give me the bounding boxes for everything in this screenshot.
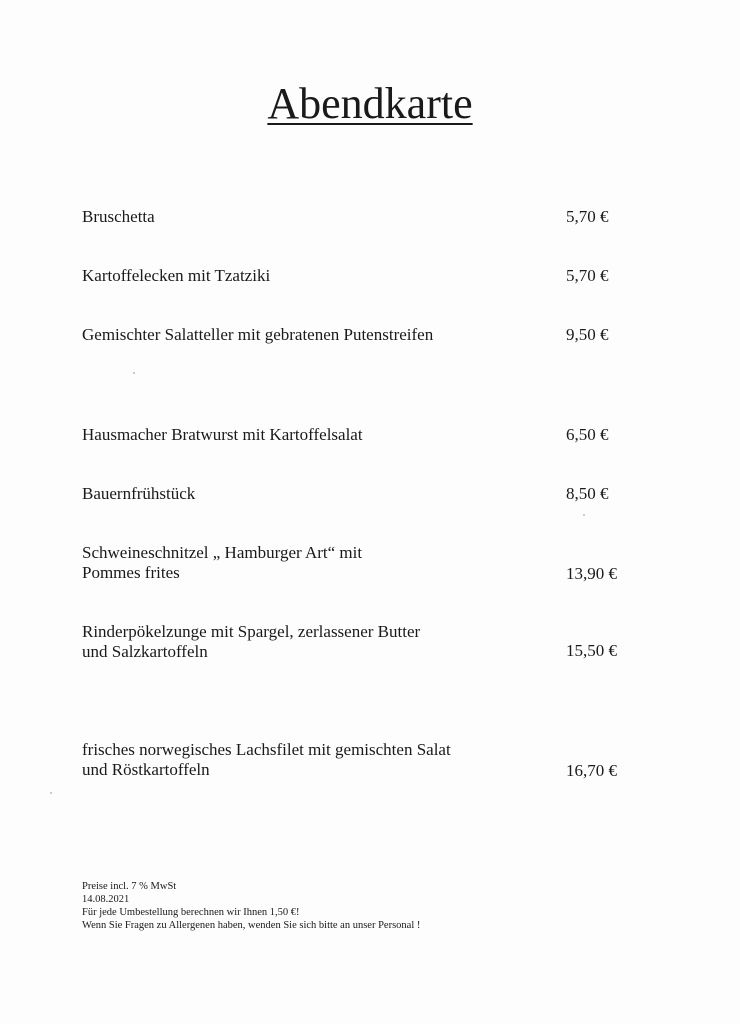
menu-item-price: 5,70 € bbox=[566, 266, 609, 285]
footer-notes bbox=[82, 880, 642, 932]
menu-item-price: 5,70 € bbox=[566, 207, 609, 226]
menu-item-name: Gemischter Salatteller mit gebratenen Putenstreifen bbox=[82, 325, 434, 344]
footer-allergen-note: Wenn Sie Fragen zu Allergenen haben, wenden Sie sich bitte an unser Personal ! bbox=[82, 920, 421, 931]
menu-item-name: Schweineschnitzel „ Hamburger Art“ mit Pommes frites bbox=[82, 543, 363, 582]
menu-item-name: frisches norwegisches Lachsfilet mit gemischten Salat und Röstkartoffeln bbox=[82, 740, 451, 779]
menu-item-name: Hausmacher Bratwurst mit Kartoffelsalat bbox=[82, 425, 363, 444]
page-title-text: Abendkarte bbox=[267, 79, 473, 128]
scan-speck bbox=[583, 514, 585, 516]
footer-vat-note: Preise incl. 7 % MwSt bbox=[82, 881, 177, 892]
menu-item-name: Bruschetta bbox=[82, 207, 155, 226]
page-title bbox=[0, 78, 740, 130]
menu-item-name: Kartoffelecken mit Tzatziki bbox=[82, 266, 271, 285]
footer-rebooking-note: Für jede Umbestellung berechnen wir Ihnen 1,50 €! bbox=[82, 907, 300, 918]
scan-speck bbox=[50, 792, 52, 794]
menu-item-price: 13,90 € bbox=[566, 564, 617, 583]
menu-item-price: 9,50 € bbox=[566, 325, 609, 344]
menu-item-name: Rinderpökelzunge mit Spargel, zerlassener Butter und Salzkartoffeln bbox=[82, 622, 421, 661]
menu-item-name: Bauernfrühstück bbox=[82, 484, 196, 503]
footer-date: 14.08.2021 bbox=[82, 894, 130, 905]
scan-speck bbox=[133, 372, 135, 374]
menu-item-price: 8,50 € bbox=[566, 484, 609, 503]
menu-item-price: 6,50 € bbox=[566, 425, 609, 444]
menu-item-price: 15,50 € bbox=[566, 641, 617, 660]
menu-item-price: 16,70 € bbox=[566, 761, 617, 780]
